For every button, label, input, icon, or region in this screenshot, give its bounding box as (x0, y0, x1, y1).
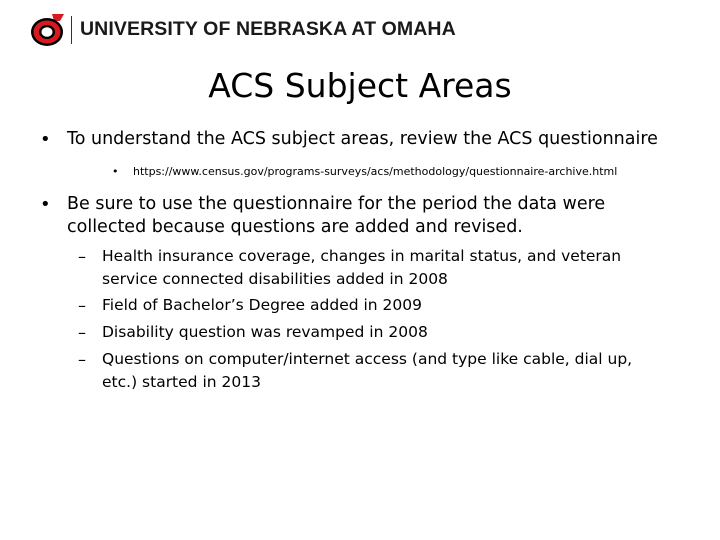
bullet-text: Questions on computer/internet access (and type like cable, dial up, etc.) started in 2013 (102, 350, 633, 391)
bullet-marker: • (40, 129, 51, 150)
bullet-text: Field of Bachelor’s Degree added in 2009 (102, 296, 422, 314)
dash-bullet-item (0, 245, 662, 291)
slide-header (0, 0, 720, 62)
university-name: UNIVERSITY OF NEBRASKA AT OMAHA (80, 18, 456, 40)
bullet-text: Health insurance coverage, changes in marital status, and veteran service connected disabilities added in 2008 (102, 247, 622, 288)
bullet-text: Be sure to use the questionnaire for the period the data were collected because questions are added and revised. (67, 194, 606, 237)
bullet-marker: • (112, 165, 119, 178)
university-o-logo-icon (28, 12, 66, 48)
dash-marker: – (78, 350, 86, 369)
slide-title: ACS Subject Areas (208, 66, 512, 105)
dash-bullet-item (0, 321, 662, 345)
dash-bullet-item (0, 348, 662, 394)
bullet-text: Disability question was revamped in 2008 (102, 323, 428, 341)
dash-marker: – (78, 247, 86, 266)
questionnaire-archive-link[interactable]: https://www.census.gov/programs-surveys/acs/methodology/questionnaire-archive.html (133, 165, 618, 178)
bullet-item (0, 193, 667, 239)
dash-bullet-item (0, 294, 662, 318)
bullet-item (0, 128, 667, 152)
header-divider (71, 16, 72, 44)
dash-marker: – (78, 296, 86, 315)
sub-bullet-item (0, 163, 693, 181)
bullet-marker: • (40, 194, 51, 215)
bullet-text: To understand the ACS subject areas, review the ACS questionnaire (67, 129, 658, 149)
dash-marker: – (78, 323, 86, 342)
